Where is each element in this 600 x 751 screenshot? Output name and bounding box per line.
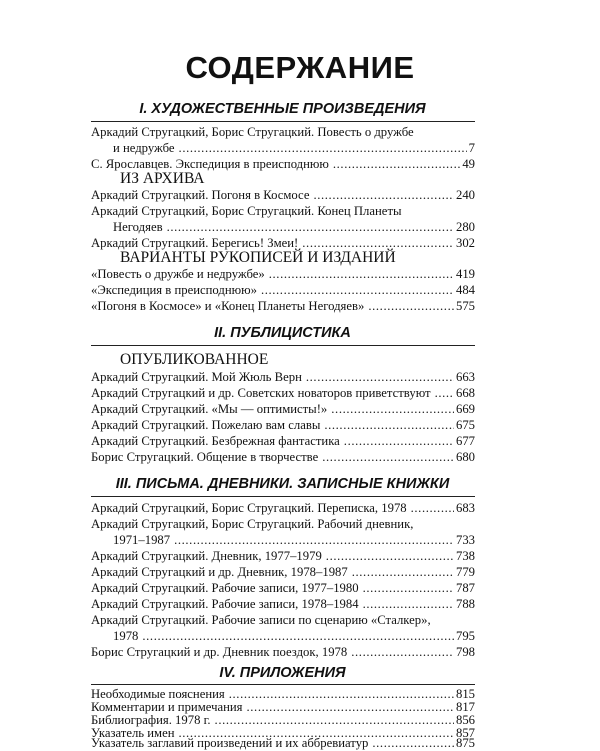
toc-page-number: 484 bbox=[455, 283, 475, 297]
toc-page-number: 663 bbox=[455, 370, 475, 384]
toc-entry-line: Аркадий Стругацкий, Борис Стругацкий. Рабочий дневник, bbox=[91, 517, 414, 531]
section-heading-letters: III. ПИСЬМА. ДНЕВНИКИ. ЗАПИСНЫЕ КНИЖКИ bbox=[115, 476, 450, 492]
toc-page-number: 575 bbox=[455, 299, 475, 313]
toc-entry-title: и недружбе bbox=[113, 141, 175, 155]
toc-entry-line: Аркадий Стругацкий, Борис Стругацкий. Конец Планеты bbox=[91, 204, 402, 218]
toc-page-number: 857 bbox=[455, 726, 475, 740]
toc-entry-title: Борис Стругацкий. Общение в творчестве bbox=[91, 450, 319, 464]
toc-entry[interactable] bbox=[91, 532, 475, 548]
leader-dots bbox=[269, 266, 454, 282]
toc-page-number: 798 bbox=[455, 645, 475, 659]
toc-entry-title: Аркадий Стругацкий. «Мы — оптимисты!» bbox=[91, 402, 328, 416]
toc-page-number: 817 bbox=[455, 700, 475, 714]
toc-page-number: 733 bbox=[455, 533, 475, 547]
leader-dots bbox=[142, 628, 454, 644]
toc-entry[interactable] bbox=[91, 385, 475, 401]
section-heading-appendices: IV. ПРИЛОЖЕНИЯ bbox=[219, 665, 346, 681]
leader-dots bbox=[313, 187, 454, 203]
leader-dots bbox=[344, 433, 454, 449]
toc-entry-title: Аркадий Стругацкий. Дневник, 1977–1979 bbox=[91, 549, 322, 563]
toc-page-number: 675 bbox=[455, 418, 475, 432]
toc-entry[interactable] bbox=[91, 401, 475, 417]
toc-entry-title: Аркадий Стругацкий и др. Советских новаторов приветствуют bbox=[91, 386, 431, 400]
toc-page-number: 677 bbox=[455, 434, 475, 448]
toc-entry[interactable] bbox=[91, 369, 475, 385]
toc-entry[interactable] bbox=[91, 433, 475, 449]
toc-page-number: 49 bbox=[462, 157, 475, 171]
toc-entry[interactable] bbox=[91, 644, 475, 660]
toc-entry-title: Негодяев bbox=[113, 220, 163, 234]
toc-page-number: 738 bbox=[455, 549, 475, 563]
toc-page-number: 875 bbox=[455, 736, 475, 750]
toc-entry[interactable] bbox=[91, 187, 475, 203]
toc-page-number: 795 bbox=[455, 629, 475, 643]
toc-entry[interactable] bbox=[91, 580, 475, 596]
toc-page-number: 669 bbox=[455, 402, 475, 416]
toc-entry[interactable] bbox=[91, 417, 475, 433]
toc-entry-title: 1978 bbox=[113, 629, 139, 643]
toc-entry-title: Аркадий Стругацкий. Мой Жюль Верн bbox=[91, 370, 302, 384]
toc-entry[interactable] bbox=[91, 298, 475, 314]
leader-dots bbox=[333, 156, 460, 172]
leader-dots bbox=[363, 596, 454, 612]
toc-entry-title: «Погоня в Космосе» и «Конец Планеты Негодяев» bbox=[91, 299, 365, 313]
toc-page-number: 280 bbox=[455, 220, 475, 234]
leader-dots bbox=[261, 282, 454, 298]
toc-entry[interactable] bbox=[91, 596, 475, 612]
toc-entry[interactable] bbox=[91, 449, 475, 465]
toc-page-number: 787 bbox=[455, 581, 475, 595]
toc-page-number: 419 bbox=[455, 267, 475, 281]
toc-entry-title: Аркадий Стругацкий. Безбрежная фантастика bbox=[91, 434, 340, 448]
toc-entry-title: 1971–1987 bbox=[113, 533, 171, 547]
toc-entry-title: Аркадий Стругацкий. Берегись! Змеи! bbox=[91, 236, 299, 250]
toc-entry-title: Аркадий Стругацкий. Пожелаю вам славы bbox=[91, 418, 321, 432]
toc-entry-title: Комментарии и примечания bbox=[91, 700, 243, 714]
toc-page-number: 788 bbox=[455, 597, 475, 611]
toc-entry[interactable] bbox=[91, 735, 475, 751]
toc-entry[interactable] bbox=[91, 500, 475, 516]
toc-entry-title: Необходимые пояснения bbox=[91, 687, 225, 701]
leader-dots bbox=[322, 449, 454, 465]
toc-page-number: 779 bbox=[455, 565, 475, 579]
toc-entry-title: Библиография. 1978 г. bbox=[91, 713, 211, 727]
leader-dots bbox=[435, 385, 454, 401]
leader-dots bbox=[324, 417, 454, 433]
leader-dots bbox=[372, 735, 454, 751]
subsection-heading-published: ОПУБЛИКОВАННОЕ bbox=[120, 351, 269, 368]
toc-entry-title: Аркадий Стругацкий. Рабочие записи, 1978–1984 bbox=[91, 597, 359, 611]
section-divider bbox=[91, 121, 475, 122]
leader-dots bbox=[363, 580, 454, 596]
page-title: СОДЕРЖАНИЕ bbox=[185, 50, 415, 85]
section-divider bbox=[91, 345, 475, 346]
subsection-heading-archive: ИЗ АРХИВА bbox=[120, 170, 205, 187]
section-divider bbox=[91, 496, 475, 497]
toc-entry[interactable] bbox=[91, 628, 475, 644]
section-heading-fiction: I. ХУДОЖЕСТВЕННЫЕ ПРОИЗВЕДЕНИЯ bbox=[139, 101, 426, 117]
toc-entry[interactable] bbox=[91, 564, 475, 580]
leader-dots bbox=[306, 369, 454, 385]
toc-entry[interactable] bbox=[91, 548, 475, 564]
leader-dots bbox=[167, 219, 454, 235]
toc-entry-title: Борис Стругацкий и др. Дневник поездок, 1978 bbox=[91, 645, 348, 659]
toc-entry-title: С. Ярославцев. Экспедиция в преисподнюю bbox=[91, 157, 329, 171]
leader-dots bbox=[352, 564, 454, 580]
toc-entry-title: Аркадий Стругацкий. Рабочие записи, 1977–1980 bbox=[91, 581, 359, 595]
toc-entry[interactable] bbox=[91, 282, 475, 298]
toc-entry-title: Аркадий Стругацкий и др. Дневник, 1978–1987 bbox=[91, 565, 348, 579]
toc-entry-title: «Экспедиция в преисподнюю» bbox=[91, 283, 257, 297]
toc-entry-title: Указатель заглавий произведений и их аббревиатур bbox=[91, 736, 369, 750]
toc-page-number: 302 bbox=[455, 236, 475, 250]
toc-entry[interactable] bbox=[91, 266, 475, 282]
section-heading-journalism: II. ПУБЛИЦИСТИКА bbox=[214, 325, 351, 341]
toc-entry-line: Аркадий Стругацкий. Рабочие записи по сценарию «Сталкер», bbox=[91, 613, 431, 627]
leader-dots bbox=[368, 298, 454, 314]
subsection-heading-variants: ВАРИАНТЫ РУКОПИСЕЙ И ИЗДАНИЙ bbox=[120, 249, 396, 266]
leader-dots bbox=[326, 548, 454, 564]
leader-dots bbox=[174, 532, 454, 548]
toc-entry-title: Аркадий Стругацкий. Погоня в Космосе bbox=[91, 188, 310, 202]
toc-page-number: 7 bbox=[468, 141, 475, 155]
toc-entry-title: «Повесть о дружбе и недружбе» bbox=[91, 267, 265, 281]
toc-page-number: 856 bbox=[455, 713, 475, 727]
toc-page-number: 680 bbox=[455, 450, 475, 464]
section-divider bbox=[91, 684, 475, 685]
toc-entry[interactable] bbox=[91, 140, 475, 156]
toc-entry-title: Аркадий Стругацкий, Борис Стругацкий. Переписка, 1978 bbox=[91, 501, 407, 515]
leader-dots bbox=[411, 500, 454, 516]
toc-entry-title: Указатель имен bbox=[91, 726, 175, 740]
toc-page-number: 815 bbox=[455, 687, 475, 701]
toc-page-number: 240 bbox=[455, 188, 475, 202]
toc-entry[interactable] bbox=[91, 219, 475, 235]
leader-dots bbox=[331, 401, 454, 417]
leader-dots bbox=[351, 644, 454, 660]
toc-page-number: 683 bbox=[455, 501, 475, 515]
leader-dots bbox=[179, 140, 467, 156]
toc-page-number: 668 bbox=[455, 386, 475, 400]
toc-entry-line: Аркадий Стругацкий, Борис Стругацкий. Повесть о дружбе bbox=[91, 125, 414, 139]
